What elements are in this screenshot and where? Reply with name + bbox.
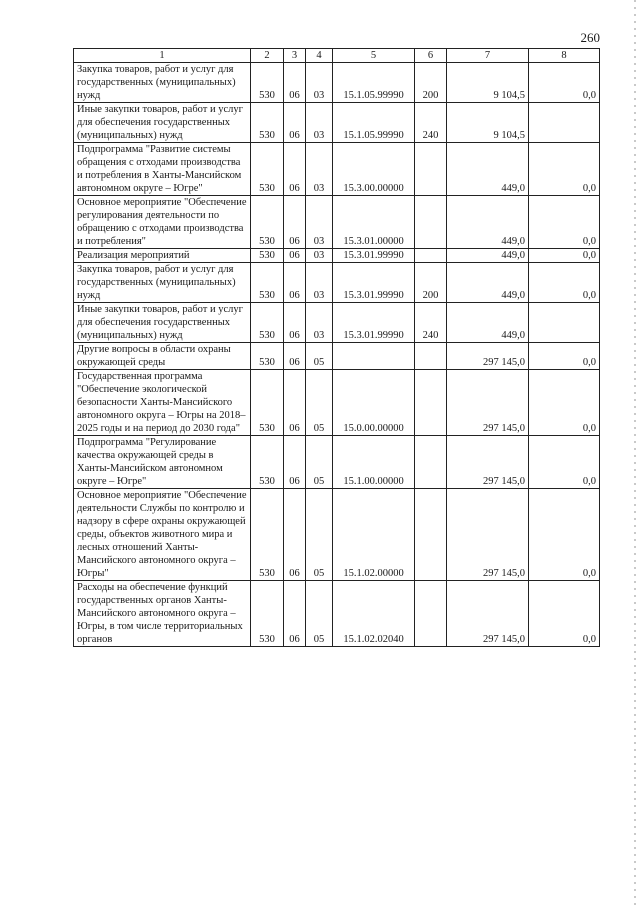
row-name: Подпрограмма "Развитие системы обращения с отходами производства и потребления в Ханты-Мансийском автономном округе – Югре" <box>74 143 251 196</box>
row-col-3: 06 <box>284 303 306 343</box>
row-col-4: 03 <box>306 196 333 249</box>
table-row <box>74 343 600 370</box>
header-cell-2: 2 <box>251 49 284 63</box>
row-col-2: 530 <box>251 263 284 303</box>
row-col-5: 15.3.01.99990 <box>333 249 415 263</box>
row-col-7: 449,0 <box>447 143 529 196</box>
row-col-7: 297 145,0 <box>447 489 529 581</box>
row-col-3: 06 <box>284 143 306 196</box>
row-col-5: 15.3.01.00000 <box>333 196 415 249</box>
table-row <box>74 143 600 196</box>
row-col-8: 0,0 <box>529 436 600 489</box>
table-row <box>74 370 600 436</box>
row-col-3: 06 <box>284 436 306 489</box>
row-col-4: 03 <box>306 103 333 143</box>
table-row <box>74 581 600 647</box>
row-col-2: 530 <box>251 370 284 436</box>
row-col-2: 530 <box>251 196 284 249</box>
header-cell-8: 8 <box>529 49 600 63</box>
row-col-5: 15.1.00.00000 <box>333 436 415 489</box>
row-col-5: 15.1.02.02040 <box>333 581 415 647</box>
table-row <box>74 263 600 303</box>
row-name: Основное мероприятие "Обеспечение деятельности Службы по контролю и надзору в сфере охраны окружающей среды, объектов животного мира и лесных отношений Ханты-Мансийского автономного округа – Югры" <box>74 489 251 581</box>
header-row <box>74 49 600 63</box>
row-col-6 <box>415 370 447 436</box>
row-col-4: 03 <box>306 303 333 343</box>
row-col-5: 15.0.00.00000 <box>333 370 415 436</box>
scan-edge-marks <box>634 0 636 905</box>
row-col-8: 0,0 <box>529 343 600 370</box>
row-col-5: 15.1.02.00000 <box>333 489 415 581</box>
row-name: Государственная программа "Обеспечение экологической безопасности Ханты-Мансийского автономного округа – Югры на 2018–2025 годы и на период до 2030 года" <box>74 370 251 436</box>
row-col-5: 15.3.01.99990 <box>333 303 415 343</box>
header-cell-3: 3 <box>284 49 306 63</box>
row-col-8: 0,0 <box>529 489 600 581</box>
row-name: Реализация мероприятий <box>74 249 251 263</box>
row-col-6: 240 <box>415 103 447 143</box>
row-col-8: 0,0 <box>529 263 600 303</box>
row-col-4: 03 <box>306 249 333 263</box>
row-col-2: 530 <box>251 303 284 343</box>
row-name: Закупка товаров, работ и услуг для государственных (муниципальных) нужд <box>74 63 251 103</box>
row-col-2: 530 <box>251 343 284 370</box>
row-col-5: 15.3.01.99990 <box>333 263 415 303</box>
row-col-4: 03 <box>306 143 333 196</box>
row-col-8: 0,0 <box>529 143 600 196</box>
row-col-3: 06 <box>284 581 306 647</box>
table-row <box>74 249 600 263</box>
row-col-6: 200 <box>415 63 447 103</box>
row-col-7: 297 145,0 <box>447 343 529 370</box>
row-col-4: 03 <box>306 63 333 103</box>
row-col-3: 06 <box>284 249 306 263</box>
row-col-6 <box>415 489 447 581</box>
row-col-7: 297 145,0 <box>447 581 529 647</box>
header-cell-7: 7 <box>447 49 529 63</box>
row-name: Расходы на обеспечение функций государственных органов Ханты-Мансийского автономного округа – Югры, в том числе территориальных органов <box>74 581 251 647</box>
row-name: Подпрограмма "Регулирование качества окружающей среды в Ханты-Мансийском автономном округе – Югре" <box>74 436 251 489</box>
row-col-4: 05 <box>306 370 333 436</box>
header-cell-5: 5 <box>333 49 415 63</box>
table-row <box>74 103 600 143</box>
row-col-7: 449,0 <box>447 196 529 249</box>
row-name: Основное мероприятие "Обеспечение регулирования деятельности по обращению с отходами производства и потребления" <box>74 196 251 249</box>
row-col-3: 06 <box>284 63 306 103</box>
row-col-6: 240 <box>415 303 447 343</box>
row-col-4: 03 <box>306 263 333 303</box>
row-col-7: 449,0 <box>447 263 529 303</box>
row-col-6 <box>415 343 447 370</box>
table-row <box>74 303 600 343</box>
page-number: 260 <box>580 30 600 45</box>
row-col-6 <box>415 143 447 196</box>
row-col-6 <box>415 436 447 489</box>
row-col-2: 530 <box>251 63 284 103</box>
table-row <box>74 63 600 103</box>
row-col-8: 0,0 <box>529 581 600 647</box>
row-col-3: 06 <box>284 196 306 249</box>
row-col-2: 530 <box>251 249 284 263</box>
row-col-6 <box>415 196 447 249</box>
row-col-7: 297 145,0 <box>447 370 529 436</box>
row-name: Закупка товаров, работ и услуг для государственных (муниципальных) нужд <box>74 263 251 303</box>
row-col-8 <box>529 103 600 143</box>
row-col-3: 06 <box>284 370 306 436</box>
table-row <box>74 436 600 489</box>
row-col-2: 530 <box>251 489 284 581</box>
row-col-4: 05 <box>306 436 333 489</box>
row-name: Иные закупки товаров, работ и услуг для обеспечения государственных (муниципальных) нужд <box>74 103 251 143</box>
row-col-7: 9 104,5 <box>447 63 529 103</box>
row-col-7: 449,0 <box>447 249 529 263</box>
budget-table <box>73 48 600 647</box>
row-col-5: 15.1.05.99990 <box>333 63 415 103</box>
table-row <box>74 196 600 249</box>
row-col-3: 06 <box>284 343 306 370</box>
row-col-3: 06 <box>284 263 306 303</box>
row-col-2: 530 <box>251 581 284 647</box>
row-col-8: 0,0 <box>529 370 600 436</box>
row-col-4: 05 <box>306 343 333 370</box>
row-col-4: 05 <box>306 489 333 581</box>
row-col-3: 06 <box>284 103 306 143</box>
row-col-6 <box>415 581 447 647</box>
row-col-4: 05 <box>306 581 333 647</box>
table-row <box>74 489 600 581</box>
row-name: Другие вопросы в области охраны окружающей среды <box>74 343 251 370</box>
row-col-5 <box>333 343 415 370</box>
row-col-2: 530 <box>251 436 284 489</box>
row-col-8: 0,0 <box>529 249 600 263</box>
row-col-8: 0,0 <box>529 63 600 103</box>
row-col-7: 449,0 <box>447 303 529 343</box>
row-col-6 <box>415 249 447 263</box>
header-cell-4: 4 <box>306 49 333 63</box>
row-col-8 <box>529 303 600 343</box>
row-col-2: 530 <box>251 103 284 143</box>
row-col-2: 530 <box>251 143 284 196</box>
header-cell-6: 6 <box>415 49 447 63</box>
row-col-7: 297 145,0 <box>447 436 529 489</box>
row-col-8: 0,0 <box>529 196 600 249</box>
row-col-6: 200 <box>415 263 447 303</box>
row-col-7: 9 104,5 <box>447 103 529 143</box>
row-name: Иные закупки товаров, работ и услуг для обеспечения государственных (муниципальных) нужд <box>74 303 251 343</box>
row-col-5: 15.3.00.00000 <box>333 143 415 196</box>
row-col-3: 06 <box>284 489 306 581</box>
row-col-5: 15.1.05.99990 <box>333 103 415 143</box>
header-cell-1: 1 <box>74 49 251 63</box>
